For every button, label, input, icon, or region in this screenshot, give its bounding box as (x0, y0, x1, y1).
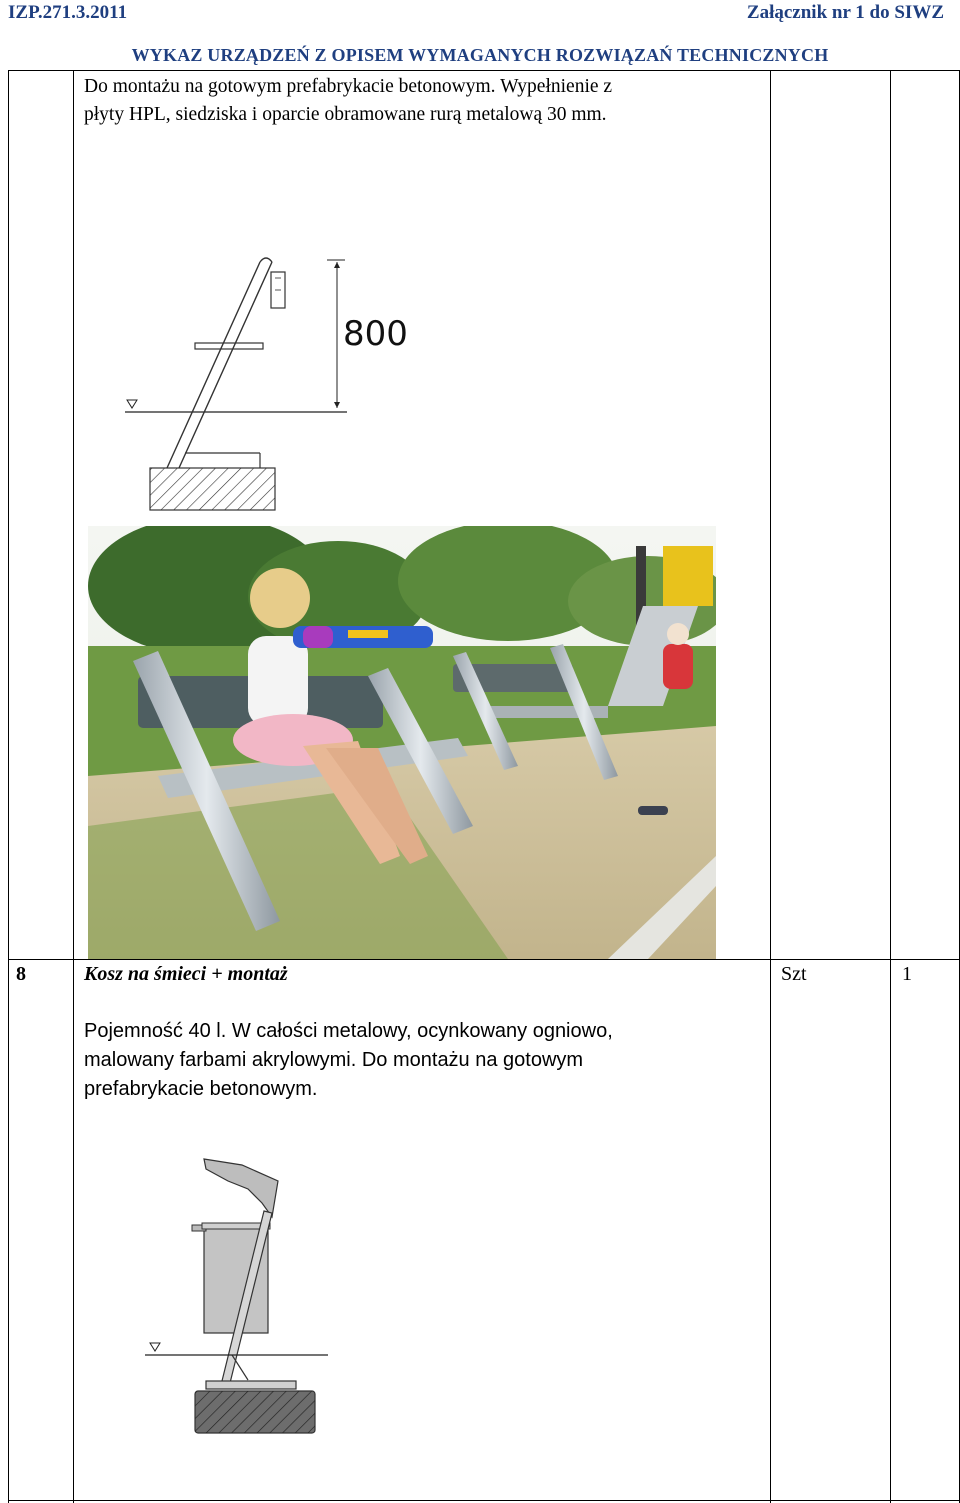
table-left-border (8, 70, 9, 1503)
bench-description-line: Do montażu na gotowym prefabrykacie betonowym. Wypełnienie z (84, 76, 613, 97)
document-code: IZP.271.3.2011 (8, 2, 128, 23)
annex-label: Załącznik nr 1 do SIWZ (746, 2, 944, 23)
column-divider (890, 70, 891, 1503)
column-divider (73, 70, 74, 1503)
bin-description-line: Pojemność 40 l. W całości metalowy, ocynkowany ogniowo, (84, 1020, 613, 1042)
dimension-label: 800 (343, 314, 408, 354)
table-top-border (8, 70, 960, 71)
table-bottom-border (8, 1500, 960, 1501)
bin-description-line: malowany farbami akrylowymi. Do montażu na gotowym (84, 1049, 584, 1071)
bench-technical-drawing (115, 250, 415, 515)
column-divider (770, 70, 771, 1503)
quantity-cell: 1 (902, 963, 912, 985)
item-name: Kosz na śmieci + montaż (84, 963, 288, 985)
bench-description-line: płyty HPL, siedziska i oparcie obramowane rurą metalową 30 mm. (84, 104, 607, 125)
unit-cell: Szt (781, 963, 807, 985)
item-number: 8 (16, 963, 26, 985)
row-divider (8, 959, 960, 960)
waste-bin-technical-drawing (140, 1155, 340, 1440)
document-title: WYKAZ URZĄDZEŃ Z OPISEM WYMAGANYCH ROZWIĄZAŃ TECHNICZNYCH (131, 45, 829, 65)
bench-photo (88, 526, 716, 959)
bin-description-line: prefabrykacie betonowym. (84, 1078, 318, 1100)
